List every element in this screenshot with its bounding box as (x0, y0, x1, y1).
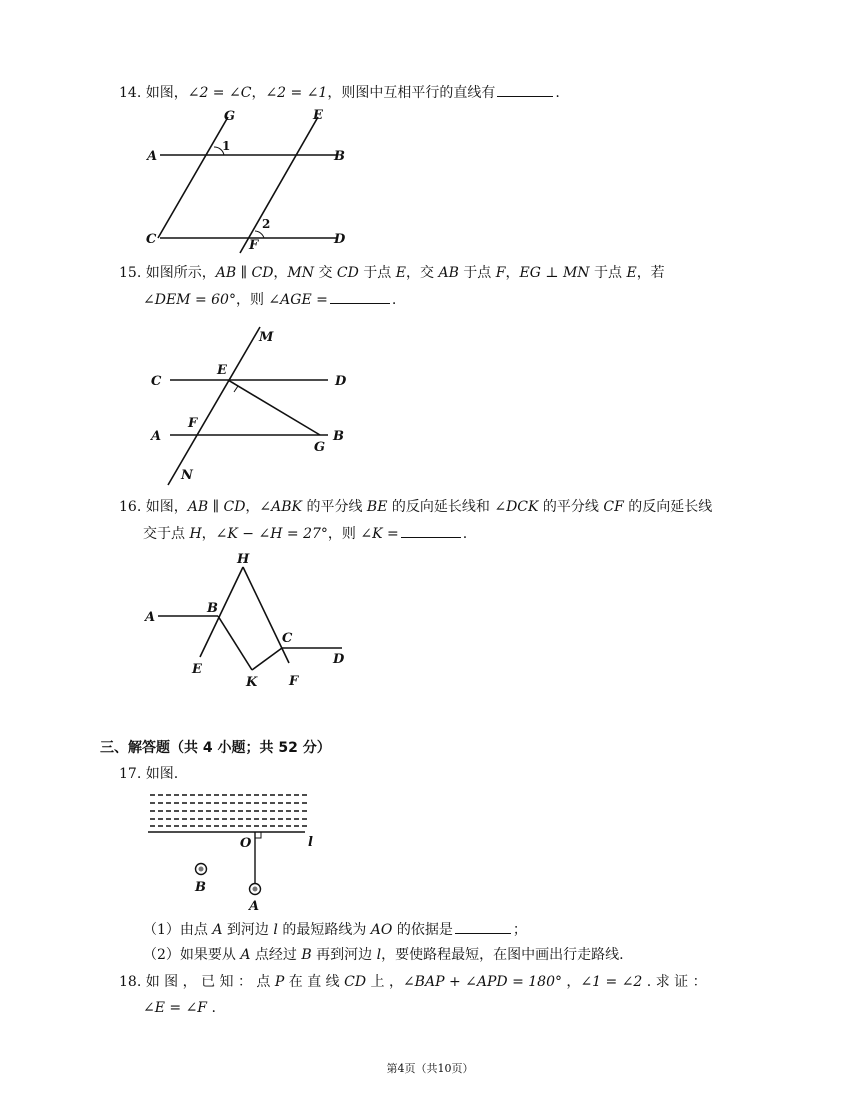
answer-blank-17[interactable] (455, 919, 511, 934)
question-15-line-1: 15. 如图所示，AB ∥ CD，MN 交 CD 于点 E，交 AB 于点 F，EG ⊥ MN 于点 E，若 (119, 265, 665, 281)
label-q15-E: E (217, 363, 227, 378)
question-18-line-2: ∠E = ∠F . (143, 1000, 216, 1016)
label-q14-G: G (224, 109, 236, 124)
label-q14-C: C (146, 232, 157, 247)
label-q14-A: A (147, 149, 158, 164)
label-q15-G: G (314, 440, 326, 455)
section-3-heading: 三、解答题（共 4 小题；共 52 分） (100, 740, 331, 756)
label-q17-A: A (249, 899, 260, 914)
label-q14-B: B (334, 149, 345, 164)
question-15-line-2: ∠DEM = 60°，则 ∠AGE = . (143, 289, 396, 310)
label-q15-D: D (335, 374, 347, 389)
question-17-part-2: （2）如果要从 A 点经过 B 再到河边 l，要使路程最短，在图中画出行走路线. (143, 947, 624, 963)
label-q14-F: F (249, 238, 259, 253)
label-q15-A: A (151, 429, 162, 444)
label-q17-l: l (308, 835, 313, 850)
label-q15-N: N (181, 468, 193, 483)
question-16-line-2: 交于点 H，∠K − ∠H = 27°，则 ∠K = . (143, 523, 467, 544)
label-q16-H: H (237, 552, 250, 567)
label-q16-D: D (333, 652, 345, 667)
label-q17-O: O (240, 836, 252, 851)
label-q15-M: M (259, 330, 274, 345)
label-q14-E: E (313, 108, 323, 123)
label-q14-2: 2 (262, 217, 271, 231)
label-q16-E: E (192, 662, 202, 677)
label-q14-1: 1 (222, 139, 231, 153)
label-q15-F: F (188, 416, 198, 431)
label-q16-A: A (145, 610, 156, 625)
label-q16-F: F (289, 674, 299, 689)
label-q15-C: C (151, 374, 162, 389)
question-18-line-1: 18. 如 图 ， 已 知 ： 点 P 在 直 线 CD 上 ，∠BAP + ∠APD = 180° ，∠1 = ∠2 . 求 证 ： (119, 974, 707, 990)
page-footer: 第4页（共10页） (386, 1062, 474, 1075)
label-q15-B: B (333, 429, 344, 444)
label-q17-B: B (195, 880, 206, 895)
label-q16-K: K (246, 675, 258, 690)
question-16-line-1: 16. 如图，AB ∥ CD，∠ABK 的平分线 BE 的反向延长线和 ∠DCK 的平分线 CF 的反向延长线 (119, 499, 713, 515)
question-17-title: 17. 如图. (119, 766, 179, 782)
question-14-text: 14. 如图，∠2 = ∠C，∠2 = ∠1，则图中互相平行的直线有 . (119, 82, 560, 103)
label-q16-B: B (207, 601, 218, 616)
label-q16-C: C (282, 631, 293, 646)
label-q14-D: D (334, 232, 346, 247)
question-17-part-1: （1）由点 A 到河边 l 的最短路线为 AO 的依据是 ； (143, 919, 527, 940)
